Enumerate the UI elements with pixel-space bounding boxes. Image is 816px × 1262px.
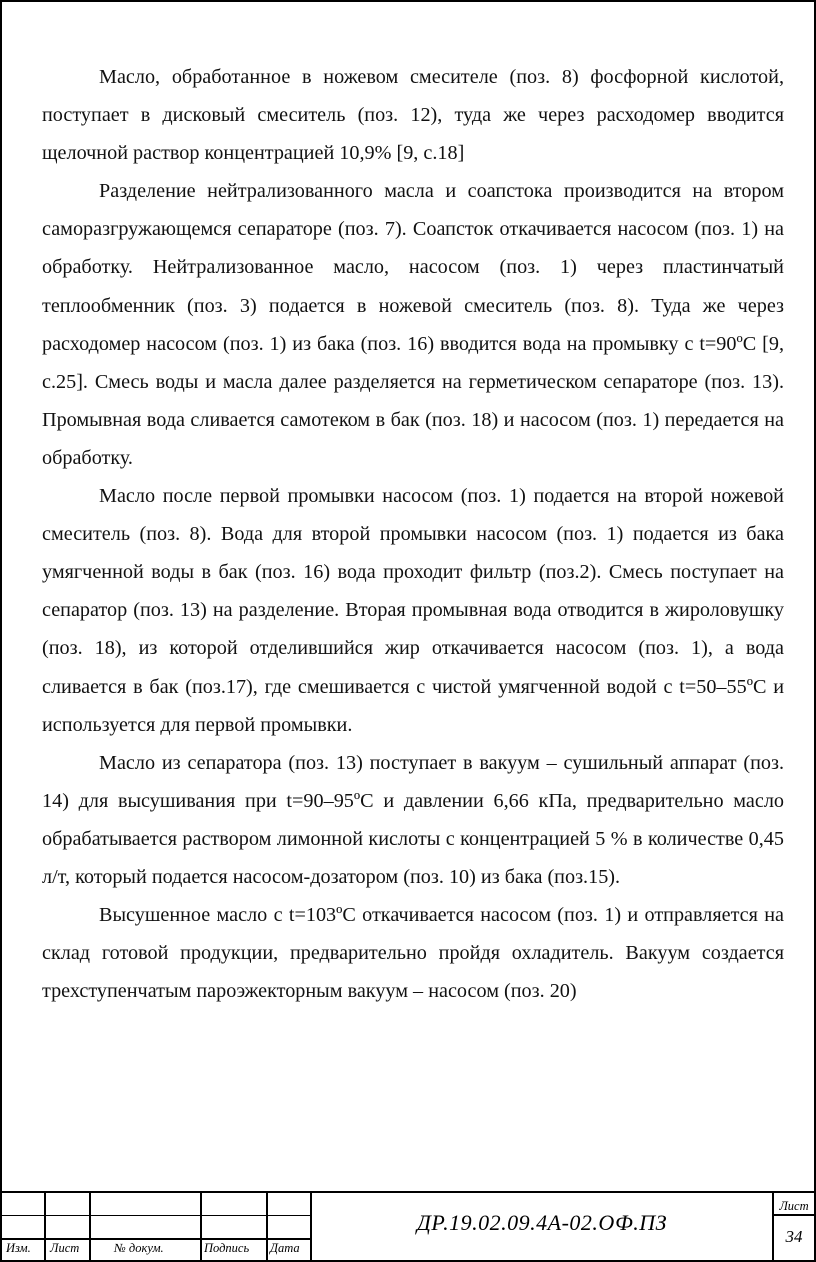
paragraph-3: Масло после первой промывки насосом (поз. 1) подается на второй ножевой смеситель (поз. 8). Вода для второй промывки насосом (поз. 1) подается из бака умягченной воды в бак (поз. 16) вода проходит фильтр (поз.2). Смесь поступает на сепаратор (поз. 13) на разделение. Вторая промывная вода отводится в жироловушку (поз. 18), из которой отделившийся жир откачивается насосом (поз. 1), а вода сливается в бак (поз.17), где смешивается с чистой умягченной водой с t=50–55ºС и используется для первой промывки. <box>42 485 784 736</box>
paragraph-2: Разделение нейтрализованного масла и соапстока производится на втором саморазгружающемся сепараторе (поз. 7). Соапсток откачивается насосом (поз. 1) на обработку. Нейтрализованное масло, насосом (поз. 1) через пластинчатый теплообменник (поз. 3) подается в ножевой смеситель (поз. 8). Туда же через расходомер насосом (поз. 1) из бака (поз. 16) вводится вода на промывку с t=90ºС [9, с.25]. Смесь воды и масла далее разделяется на герметическом сепараторе (поз. 13). Промывная вода сливается самотеком в бак (поз. 18) и насосом (поз. 1) передается на обработку. <box>42 180 784 469</box>
column-data-label: Дата <box>270 1241 300 1255</box>
title-block-top-line <box>0 1191 816 1193</box>
paragraph-5: Высушенное масло с t=103ºС откачивается насосом (поз. 1) и отправляется на склад готовой продукции, предварительно пройдя охладитель. Вакуум создается трехступенчатым пароэжекторным вакуум – насосом (поз. 20) <box>42 904 784 1003</box>
column-izm-label: Изм. <box>6 1241 31 1255</box>
sheet-label: Лист <box>779 1199 809 1213</box>
title-block-divider <box>200 1191 202 1262</box>
sheet-cell-line <box>772 1214 816 1216</box>
column-podpis-label: Подпись <box>204 1241 250 1255</box>
paragraph-4: Масло из сепаратора (поз. 13) поступает в вакуум – сушильный аппарат (поз. 14) для высушивания при t=90–95ºС и давлении 6,66 кПа, предварительно масло обрабатывается раствором лимонной кислоты с концентрацией 5 % в количестве 0,45 л/т, который подается насосом-дозатором (поз. 10) из бака (поз.15). <box>42 751 784 888</box>
title-block-divider <box>266 1191 268 1262</box>
title-block-divider <box>44 1191 46 1262</box>
title-block-row-line <box>0 1238 311 1240</box>
column-dokum-label: № докум. <box>114 1241 164 1255</box>
title-block-row-line <box>0 1215 311 1216</box>
title-block-divider <box>89 1191 91 1262</box>
document-number: ДР.19.02.09.4А-02.ОФ.ПЗ <box>416 1210 668 1235</box>
document-body <box>42 58 784 1010</box>
column-list-label: Лист <box>50 1241 80 1255</box>
sheet-number: 34 <box>785 1227 803 1246</box>
paragraph-1: Масло, обработанное в ножевом смесителе (поз. 8) фосфорной кислотой, поступает в дисковый смеситель (поз. 12), туда же через расходомер вводится щелочной раствор концентрацией 10,9% [9, с.18] <box>42 66 784 165</box>
